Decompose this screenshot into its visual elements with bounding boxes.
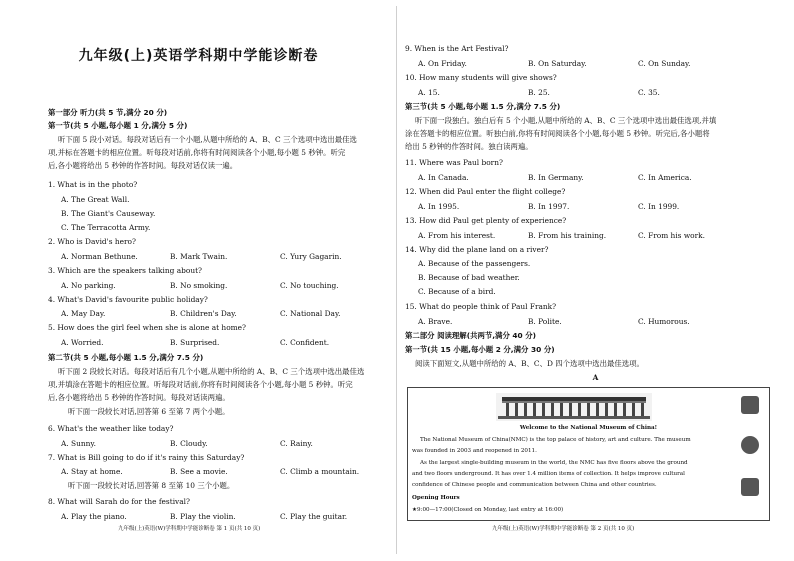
passage-line: was founded in 2003 and reopened in 2011. (412, 448, 537, 454)
q11-option-a: A. In Canada. (418, 173, 469, 182)
q14-option-c: C. Because of a bird. (418, 287, 496, 296)
question-6: 6. What's the weather like today? (48, 424, 174, 433)
q7-option-b: B. See a movie. (170, 467, 228, 476)
q8-option-a: A. Play the piano. (61, 512, 127, 521)
question-7: 7. What is Bill going to do if it's rainy this Saturday? (48, 453, 245, 462)
q10-option-c: C. 35. (638, 88, 660, 97)
q11-option-b: B. In Germany. (528, 173, 584, 182)
section3-instruction-line: 给出 5 秒钟的作答时间。独白读两遍。 (405, 142, 533, 151)
bronze-cauldron-icon (741, 478, 759, 496)
section2-instruction-line: 项,并填涂在答题卡的相应位置。听每段对话前,你将有时间阅读各个小题,每小题 5 秒钟。听完 (48, 380, 353, 389)
question-4: 4. What's David's favourite public holiday? (48, 295, 208, 304)
q5-option-c: C. Confident. (280, 338, 330, 347)
q3-option-c: C. No touching. (280, 281, 339, 290)
exam-title: 九年级(上)英语学科期中学能诊断卷 (78, 48, 319, 64)
question-2: 2. Who is David's hero? (48, 237, 136, 246)
q4-option-b: B. Children's Day. (170, 309, 237, 318)
q11-option-c: C. In America. (638, 173, 692, 182)
q10-option-b: B. 25. (528, 88, 550, 97)
q14-option-a: A. Because of the passengers. (418, 259, 531, 268)
museum-building-image (496, 393, 652, 421)
q1-option-c: C. The Terracotta Army. (61, 223, 151, 232)
q15-option-a: A. Brave. (418, 317, 453, 326)
section3-instruction-line: 听下面一段独白。独白后有 5 个小题,从题中所给的 A、B、C 三个选项中选出最佳选项,并填 (415, 116, 717, 125)
question-13: 13. How did Paul get plenty of experience? (405, 216, 567, 225)
question-3: 3. Which are the speakers talking about? (48, 266, 203, 275)
section2-heading: 第二节(共 5 小题,每小题 1.5 分,满分 7.5 分) (48, 353, 204, 362)
section2-sub-instruction: 听下面一段较长对话,回答第 6 至第 7 两个小题。 (68, 407, 230, 416)
opening-hours: ★9:00—17:00(Closed on Monday, last entry at 16:00) (412, 507, 564, 513)
section1-instruction-line: 项,并标在答题卡的相应位置。听每段对话前,你将有时间阅读各个小题,每小题 5 秒钟。听完 (48, 148, 346, 157)
part2-heading: 第二部分 阅读理解(共两节,满分 40 分) (405, 331, 537, 340)
section3-heading: 第三节(共 5 小题,每小题 1.5 分,满分 7.5 分) (405, 102, 561, 111)
passage-line: and two floors underground. It has over 1.4 million items of collection. It helps improve cultural (412, 471, 685, 477)
passage-heading: Welcome to the National Museum of China! (519, 425, 658, 431)
question-1: 1. What is in the photo? (48, 180, 138, 189)
q5-option-a: A. Worried. (61, 338, 104, 347)
q4-option-a: A. May Day. (61, 309, 106, 318)
q12-option-b: B. In 1997. (528, 202, 570, 211)
page-footer: 九年级(上)英语(W)学科期中学能诊断卷 第 1 页(共 10 页) (118, 526, 261, 532)
q1-option-b: B. The Giant's Causeway. (61, 209, 156, 218)
section1-instruction-line: 听下面 5 段小对话。每段对话后有一个小题,从题中所给的 A、B、C 三个选项中选出最佳选 (58, 135, 357, 144)
question-14: 14. Why did the plane land on a river? (405, 245, 549, 254)
part2-section1-heading: 第一节(共 15 小题,每小题 2 分,满分 30 分) (405, 345, 555, 354)
bronze-pot-icon (741, 436, 759, 454)
q3-option-b: B. No smoking. (170, 281, 228, 290)
q6-option-a: A. Sunny. (61, 439, 96, 448)
question-9: 9. When is the Art Festival? (405, 44, 509, 53)
q6-option-c: C. Rainy. (280, 439, 313, 448)
q9-option-a: A. On Friday. (418, 59, 467, 68)
question-10: 10. How many students will give shows? (405, 73, 557, 82)
q2-option-b: B. Mark Twain. (170, 252, 228, 261)
passage-line: The National Museum of China(NMC) is the top palace of history, art and culture. The museum (420, 437, 691, 443)
question-12: 12. When did Paul enter the flight college? (405, 187, 566, 196)
q2-option-c: C. Yury Gagarin. (280, 252, 342, 261)
q12-option-c: C. In 1999. (638, 202, 680, 211)
q5-option-b: B. Surprised. (170, 338, 220, 347)
q9-option-b: B. On Saturday. (528, 59, 587, 68)
q13-option-a: A. From his interest. (418, 231, 496, 240)
q1-option-a: A. The Great Wall. (61, 195, 130, 204)
reading-passage-box (407, 387, 770, 521)
q15-option-c: C. Humorous. (638, 317, 690, 326)
section2-instruction-line: 听下面 2 段较长对话。每段对话后有几个小题,从题中所给的 A、B、C 三个选项中选出最佳选 (58, 367, 365, 376)
q12-option-a: A. In 1995. (418, 202, 460, 211)
part1-heading: 第一部分 听力(共 5 节,满分 20 分) (48, 108, 168, 117)
passage-line: confidence of Chinese people and communication between China and other countries. (412, 482, 657, 488)
q7-option-a: A. Stay at home. (61, 467, 123, 476)
q9-option-c: C. On Sunday. (638, 59, 691, 68)
q10-option-a: A. 15. (418, 88, 440, 97)
q7-option-c: C. Climb a mountain. (280, 467, 360, 476)
q8-option-b: B. Play the violin. (170, 512, 236, 521)
part2-instruction: 阅读下面短文,从题中所给的 A、B、C、D 四个选项中选出最佳选项。 (415, 359, 644, 368)
page-footer: 九年级(上)英语(W)学科期中学能诊断卷 第 2 页(共 10 页) (492, 526, 635, 532)
question-11: 11. Where was Paul born? (405, 158, 503, 167)
section2-instruction-line: 后,各小题将给出 5 秒钟的作答时间。每段对话读两遍。 (48, 393, 230, 402)
q14-option-b: B. Because of bad weather. (418, 273, 520, 282)
q15-option-b: B. Polite. (528, 317, 562, 326)
section2-sub-instruction: 听下面一段较长对话,回答第 8 至第 10 三个小题。 (68, 481, 235, 490)
section1-instruction-line: 后,各小题将给出 5 秒钟的作答时间。每段对话仅读一遍。 (48, 161, 238, 170)
section3-instruction-line: 涂在答题卡的相应位置。听独白前,你将有时间阅读各个小题,每小题 5 秒钟。听完后,各小题将 (405, 129, 710, 138)
q2-option-a: A. Norman Bethune. (61, 252, 138, 261)
passage-line: As the largest single-building museum in the world, the NMC has five floors above the ground (420, 460, 688, 466)
section1-heading: 第一节(共 5 小题,每小题 1 分,满分 5 分) (48, 121, 188, 130)
q13-option-c: C. From his work. (638, 231, 705, 240)
q13-option-b: B. From his training. (528, 231, 607, 240)
question-5: 5. How does the girl feel when she is alone at home? (48, 323, 246, 332)
bronze-vessel-icon (741, 396, 759, 414)
q8-option-c: C. Play the guitar. (280, 512, 348, 521)
question-15: 15. What do people think of Paul Frank? (405, 302, 557, 311)
opening-hours-heading: Opening Hours (412, 495, 460, 501)
q4-option-c: C. National Day. (280, 309, 341, 318)
q3-option-a: A. No parking. (61, 281, 116, 290)
passage-label: A (592, 373, 599, 382)
question-8: 8. What will Sarah do for the festival? (48, 497, 190, 506)
q6-option-b: B. Cloudy. (170, 439, 208, 448)
